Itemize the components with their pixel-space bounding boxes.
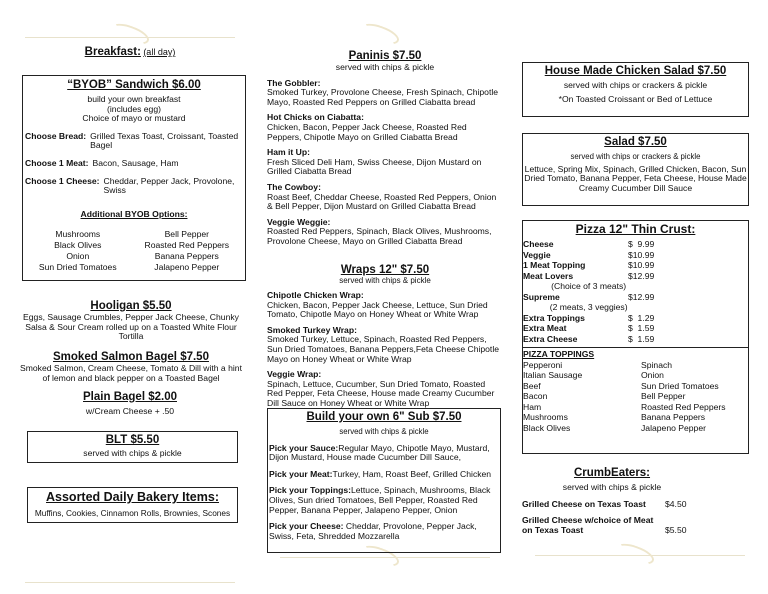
paninis-subtitle: served with chips & pickle [335,62,435,72]
pizza-name: Extra Toppings [523,312,585,323]
pizza-row [523,239,654,250]
byob-option: Roasted Red Peppers [144,240,230,251]
menu-item [267,113,503,142]
byob-choices [25,132,243,196]
pizza-price: $ 1.59 [628,323,655,333]
pizza-row [523,313,654,324]
pizza-topping: Pepperoni [523,359,563,370]
sub-option [269,486,499,515]
pizza-topping: Bacon [523,391,548,402]
pizza-name: Cheese [523,239,554,249]
choice-label: Choose Bread: [25,130,87,141]
paninis-title: Paninis $7.50 [348,50,422,62]
crumbeaters-item-price: $5.50 [665,524,687,535]
byob-option: Banana Peppers [154,251,219,262]
pizza-box [522,220,749,454]
menu-item [267,79,503,108]
pizza-topping: Roasted Red Peppers [641,401,726,412]
pizza-name: Meat Lovers [523,270,574,281]
wraps-title: Wraps 12" $7.50 [340,264,430,276]
choice-label: Choose 1 Meat: [25,157,89,168]
sub-option-label: Pick your Toppings: [269,485,351,496]
pizza-name: Extra Cheese [523,333,578,344]
menu-item [267,148,503,177]
byob-options-title: Additional BYOB Options: [80,208,188,219]
salad-subtitle: served with chips or crackers & pickle [570,152,701,161]
pizza-topping: Ham [523,401,542,412]
chicken-salad-note: *On Toasted Croissant or Bed of Lettuce [558,93,713,104]
pizza-price: $10.99 [628,260,655,270]
sub-option-label: Pick your Cheese: [269,521,344,532]
divider-ornament [25,582,235,583]
pizza-row [523,271,654,282]
item-description: Roasted Red Peppers, Spinach, Black Olives, Mushrooms, Provolone Cheese, Mayo on Grilled Ciabatta Bread [267,226,492,246]
item-description: Spinach, Lettuce, Cucumber, Sun Dried Tomato, Roasted Red Pepper, Feta Cheese, House made Creamy Cucumber Dill Sauce on Honey Wheat or White Wrap [267,378,495,408]
pizza-note: (2 meats, 3 veggies) [549,302,628,312]
byob-option: Bell Pepper [164,229,209,240]
pizza-topping: Onion [641,370,664,381]
menu-item [267,183,503,212]
pizza-topping: Jalapeno Pepper [641,422,706,433]
salmon-title: Smoked Salmon Bagel $7.50 [53,351,209,363]
item-description: Chicken, Bacon, Pepper Jack Cheese, Lettuce, Sun Dried Tomato, Chipotle Mayo on Honey Wheat or White Wrap [267,299,488,320]
paninis-section [267,50,503,247]
pizza-price: $ 1.59 [628,333,655,344]
swirl-ornament [108,20,151,49]
pizza-topping: Banana Peppers [641,412,706,423]
salmon-section [16,351,246,383]
plain-bagel-title: Plain Bagel $2.00 [83,391,177,403]
blt-box [27,431,238,463]
byob-line: Choice of mayo or mustard [82,113,186,124]
byob-line: (includes egg) [107,103,161,114]
byob-option: Onion [66,251,90,262]
swirl-ornament [613,540,656,569]
bakery-box [27,487,238,523]
pizza-row [523,323,654,334]
breakfast-heading [0,46,260,59]
pizza-price: $12.99 [628,291,655,302]
chicken-salad-box [522,62,749,117]
crumbeaters-title: CrumbEaters: [573,467,651,479]
item-name: Veggie Wrap: [267,369,322,380]
sub-option [269,444,499,463]
pizza-name: Supreme [523,291,560,302]
sub-option-label: Pick your Meat: [269,468,333,479]
crumbeaters-item-name: Grilled Cheese on Texas Toast [522,498,646,509]
item-description: Smoked Turkey, Lettuce, Spinach, Roasted Red Peppers, Sun Dried Tomatoes, Banana Peppers,Feta Cheese Chipotle Mayo on Honey Wheat or White Wrap [267,334,500,364]
item-name: Smoked Turkey Wrap: [267,324,357,335]
pizza-topping: Mushrooms [523,412,568,423]
hooligan-section [18,300,244,342]
salad-description: Lettuce, Spring Mix, Spinach, Grilled Chicken, Bacon, Sun Dried Tomato, Banana Pepper, Feta Cheese, House Made Creamy Cucumber Dill Sauce [524,163,747,193]
pizza-note: (Choice of 3 meats) [551,281,627,291]
menu-item [267,326,503,364]
swirl-ornament [358,20,401,49]
byob-choice [25,132,243,151]
chicken-salad-subtitle: served with chips or crackers & pickle [563,80,708,90]
pizza-price: $10.99 [628,249,655,260]
byob-box [22,75,246,281]
bakery-title: Assorted Daily Bakery Items: [46,490,219,504]
byob-title: “BYOB” Sandwich $6.00 [67,79,201,91]
item-description: Fresh Sliced Deli Ham, Swiss Cheese, Dijon Mustard on Grilled Ciabatta Bread [267,156,482,177]
pizza-price: $ 9.99 [628,239,655,249]
sub-option-value: Regular Mayo, Chipotle Mayo, Mustard, Dijon Mustard, House made Cucumber Dill Sauce, [269,442,490,463]
item-name: Ham it Up: [267,147,310,158]
pizza-toppings [523,347,748,433]
chicken-salad-title: House Made Chicken Salad $7.50 [544,65,727,77]
pizza-row [523,292,654,303]
choice-value: Bacon, Sausage, Ham [92,157,179,168]
menu-item [267,370,503,408]
item-description: Smoked Turkey, Provolone Cheese, Fresh Spinach, Chipotle Mayo, Roasted Red Peppers on Grilled Ciabatta bread [267,87,499,107]
menu-item [267,291,503,320]
sub-option [269,470,499,480]
pizza-name: Extra Meat [523,323,567,333]
pizza-title: Pizza 12" Thin Crust: [575,222,696,236]
hooligan-title: Hooligan $5.50 [90,300,172,312]
salad-box [522,133,749,206]
pizza-price-list [523,239,654,344]
byob-option: Mushrooms [55,229,101,240]
pizza-row [523,250,654,261]
choice-value: Grilled Texas Toast, Croissant, Toasted Bagel [90,130,239,151]
item-name: Veggie Weggie: [267,216,331,227]
crumbeaters-item-price: $4.50 [665,498,687,509]
byob-options [25,229,243,273]
pizza-price: $ 1.29 [628,312,655,323]
pizza-row [523,260,654,271]
item-name: Chipotle Chicken Wrap: [267,290,364,300]
item-description: Roast Beef, Cheddar Cheese, Roasted Red Peppers, Onion & Bell Pepper, Dijon Mustard on Grilled Ciabatta Bread [267,191,497,212]
blt-title: BLT $5.50 [105,434,160,446]
choice-label: Choose 1 Cheese: [25,175,100,186]
pizza-note-row [523,281,654,292]
sub-title: Build your own 6" Sub $7.50 [306,411,462,423]
byob-description [25,95,243,124]
byob-choice [25,159,243,169]
byob-option: Black Olives [54,240,102,251]
pizza-topping: Italian Sausage [523,370,583,381]
crumbeaters-item-name: Grilled Cheese w/choice of Meat on Texas Toast [522,515,654,535]
crumbeaters-section [522,467,702,535]
pizza-name: 1 Meat Topping [523,260,586,270]
breakfast-title: Breakfast: [84,46,141,58]
hooligan-description: Eggs, Sausage Crumbles, Pepper Jack Cheese, Chunky Salsa & Sour Cream rolled up on a Toasted White Flour Tortilla [23,312,239,342]
plain-bagel-description: w/Cream Cheese + .50 [85,406,175,416]
bakery-description: Muffins, Cookies, Cinnamon Rolls, Brownies, Scones [34,508,231,518]
byob-option: Sun Dried Tomatoes [38,262,117,273]
pizza-price: $12.99 [628,270,655,281]
sub-option-value: Cheddar, Provolone, Pepper Jack, Swiss, Feta, Shredded Mozzarella [269,521,477,541]
salad-title: Salad $7.50 [604,136,667,148]
crumbeaters-subtitle: served with chips & pickle [562,482,662,492]
pizza-topping: Spinach [641,359,673,370]
pizza-topping: Sun Dried Tomatoes [641,380,719,391]
salmon-description: Smoked Salmon, Cream Cheese, Tomato & Dill with a hint of lemon and black pepper on a Toasted Bagel [20,363,242,383]
pizza-toppings-title: PIZZA TOPPINGS [523,349,595,359]
byob-line: build your own breakfast [87,94,181,104]
menu-item [267,218,503,247]
sub-option [269,522,499,541]
byob-choice [25,177,243,196]
byob-option: Jalapeno Pepper [154,262,220,273]
crumbeaters-item [522,516,702,535]
crumbeaters-item [522,500,702,510]
sub-option-value: Lettuce, Spinach, Mushrooms, Black Olives, Sun dried Tomatoes, Bell Pepper, Roasted Red Pepper, Banana Pepper, Jalapeno Pepper, Onion [269,485,491,515]
pizza-note-row [523,302,654,313]
sub-option-value: Turkey, Ham, Roast Beef, Grilled Chicken [332,468,492,479]
wraps-section [267,264,503,409]
item-name: Hot Chicks on Ciabatta: [267,112,364,123]
choice-value: Cheddar, Pepper Jack, Provolone, Swiss [103,175,235,196]
sub-subtitle: served with chips & pickle [339,427,429,436]
pizza-row [523,334,654,345]
pizza-name: Veggie [523,249,551,260]
pizza-topping: Black Olives [523,422,571,433]
pizza-topping: Beef [523,380,541,391]
sub-option-label: Pick your Sauce: [269,442,339,453]
sub-box [267,408,501,553]
plain-bagel-section [0,391,260,417]
breakfast-subtitle: (all day) [143,47,176,57]
wraps-subtitle: served with chips & pickle [339,276,431,285]
item-name: The Cowboy: [267,181,321,192]
item-description: Chicken, Bacon, Pepper Jack Cheese, Roasted Red Peppers, Chipotle Mayo on Grilled Ciabatta Bread [267,121,467,142]
pizza-topping: Bell Pepper [641,391,686,402]
blt-description: served with chips & pickle [83,448,182,458]
item-name: The Gobbler: [267,77,321,88]
